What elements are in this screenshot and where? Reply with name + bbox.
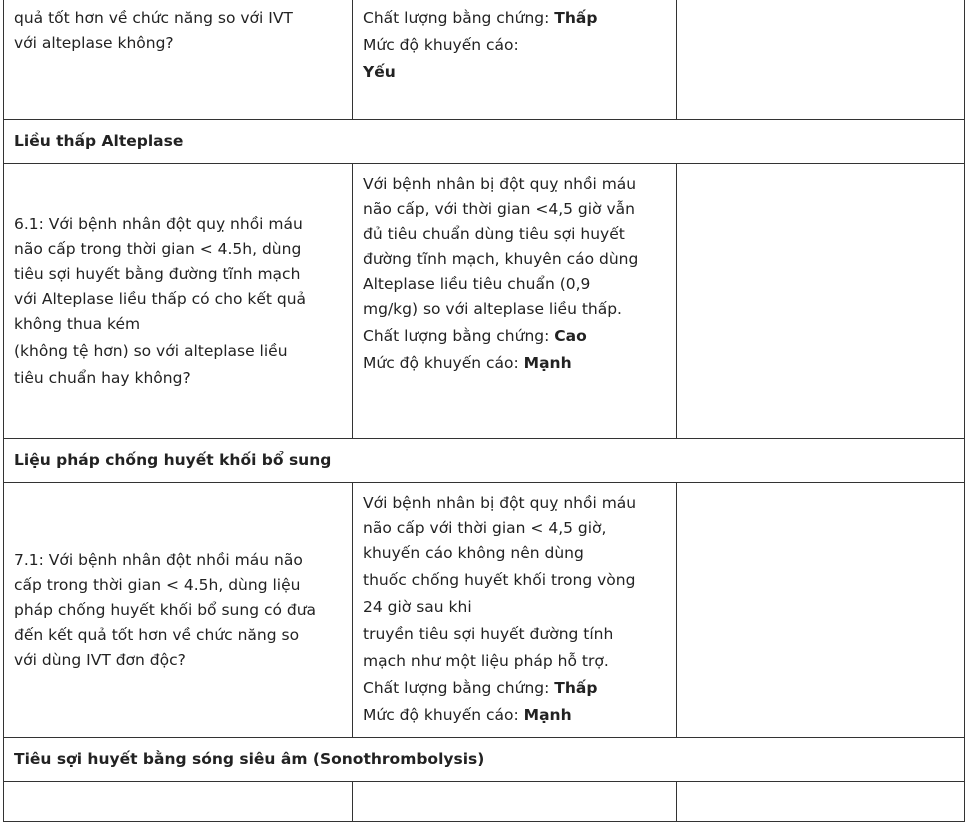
evidence-quality: Chất lượng bằng chứng: Thấp [363, 9, 598, 27]
recommendation-line: thuốc chống huyết khối trong vòng [363, 571, 636, 589]
recommendation-line: Alteplase liều tiêu chuẩn (0,9 [363, 275, 591, 293]
recommendation-line: truyền tiêu sợi huyết đường tính [363, 625, 614, 643]
section-title: Liều thấp Alteplase [14, 132, 184, 150]
recommendation-strength-value: Yếu [363, 63, 396, 81]
recommendation-cell [353, 164, 677, 438]
question-cell [4, 483, 353, 737]
question-line: pháp chống huyết khối bổ sung có đưa [14, 600, 317, 619]
question-line: não cấp trong thời gian < 4.5h, dùng [14, 239, 302, 258]
recommendation-line: mg/kg) so với alteplase liều thấp. [363, 300, 622, 318]
recommendation-line: khuyến cáo không nên dùng [363, 544, 584, 562]
recommendation-line: 24 giờ sau khi [363, 598, 472, 616]
recommendation-line: não cấp, với thời gian <4,5 giờ vẫn [363, 200, 635, 218]
section-row [3, 738, 965, 782]
table-row [3, 164, 965, 439]
table-row [3, 0, 965, 120]
section-title: Liệu pháp chống huyết khối bổ sung [14, 451, 332, 469]
recommendation-line: đủ tiêu chuẩn dùng tiêu sợi huyết [363, 225, 625, 243]
question-line: với dùng IVT đơn độc? [14, 650, 186, 669]
notes-cell [677, 0, 964, 119]
recommendation-line: mạch như một liệu pháp hỗ trợ. [363, 652, 609, 670]
table-row [3, 782, 965, 822]
question-line: 6.1: Với bệnh nhân đột quỵ nhồi máu [14, 214, 303, 233]
recommendation-strength: Mức độ khuyến cáo: Mạnh [363, 706, 572, 724]
question-cell [4, 0, 353, 119]
section-row [3, 439, 965, 483]
recommendation-line: đường tĩnh mạch, khuyên cáo dùng [363, 250, 639, 268]
recommendation-line: não cấp với thời gian < 4,5 giờ, [363, 519, 607, 537]
recommendation-line: Với bệnh nhân bị đột quỵ nhồi máu [363, 494, 637, 512]
question-line: với Alteplase liều thấp có cho kết quả [14, 289, 307, 308]
recommendation-cell [353, 0, 677, 119]
recommendation-cell [353, 483, 677, 737]
notes-cell [677, 164, 964, 438]
evidence-quality: Chất lượng bằng chứng: Thấp [363, 679, 598, 697]
recommendation-line: Với bệnh nhân bị đột quỵ nhồi máu [363, 175, 637, 193]
evidence-quality: Chất lượng bằng chứng: Cao [363, 327, 587, 345]
question-line: quả tốt hơn về chức năng so với IVT [14, 9, 293, 27]
question-line: tiêu sợi huyết bằng đường tĩnh mạch [14, 264, 301, 283]
question-line: không thua kém [14, 314, 141, 333]
table-row [3, 483, 965, 738]
question-line: cấp trong thời gian < 4.5h, dùng liệu [14, 575, 301, 594]
question-line: tiêu chuẩn hay không? [14, 368, 191, 387]
guideline-table [3, 0, 965, 822]
recommendation-strength-label: Mức độ khuyến cáo: [363, 36, 519, 54]
question-line: với alteplase không? [14, 34, 174, 52]
recommendation-strength: Mức độ khuyến cáo: Mạnh [363, 354, 572, 372]
question-line: 7.1: Với bệnh nhân đột nhồi máu não [14, 550, 303, 569]
question-line: đến kết quả tốt hơn về chức năng so [14, 625, 300, 644]
question-line: (không tệ hơn) so với alteplase liều [14, 341, 288, 360]
question-cell [4, 164, 353, 438]
section-row [3, 120, 965, 164]
notes-cell [677, 483, 964, 737]
section-title: Tiêu sợi huyết bằng sóng siêu âm (Sonothrombolysis) [14, 750, 485, 768]
